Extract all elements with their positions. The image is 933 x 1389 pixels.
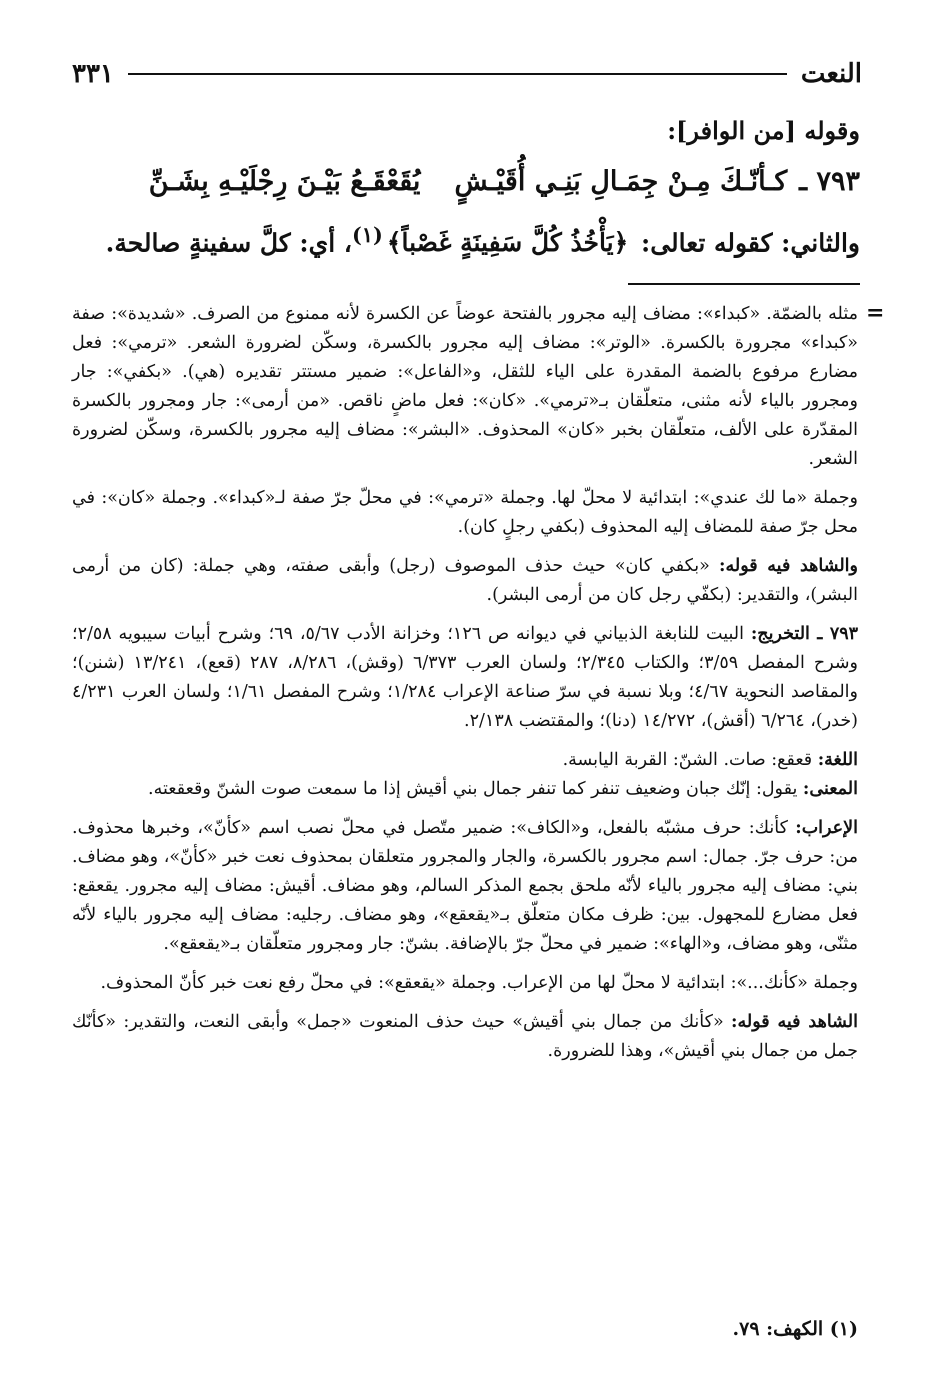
- verse-hemistich-2: يُقَعْقَـعُ بَيْـنَ رِجْلَيْـهِ بِشَـنِّ: [148, 166, 421, 197]
- note-lead: المعنى:: [802, 779, 858, 799]
- note-body: «كأنك من جمال بني أقيش» حيث حذف المنعوت «جمل» وأبقى النعت، والتقدير: «كأنّك جمل من جمال بني أقيش»، وهذا للضرورة.: [72, 1012, 858, 1061]
- footnote: (١) الكهف: ٧٩.: [732, 1318, 858, 1340]
- note-paragraph: مثله بالضمّة. «كبداء»: مضاف إليه مجرور بالفتحة عوضاً عن الكسرة لأنه ممنوع من الصرف. «شديدة»: صفة «كبداء» مجرورة بالكسرة. «الوتر»: مضاف إليه مجرور بالكسرة، وسكّن لضرورة الشعر. «ترمي»: فعل مضارع مرفوع بالضمة المقدرة على الياء للثقل، و«الفاعل»: ضمير مستتر تقديره (هي). «بكفي»: جار ومجرور بالياء لأنه مثنى، متعلّقان بـ«ترمي». «كان»: فعل ماضٍ ناقص. «من أرمى»: جار ومجرور بالكسرة المقدّرة على الألف، متعلّقان بخبر «كان» المحذوف. «البشر»: مضاف إليه مجرور بالكسرة، وسكّن لضرورة الشعر.: [72, 304, 858, 469]
- note-paragraph: [72, 814, 858, 959]
- quran-quote: ﴿يَأْخُذُ كُلَّ سَفِينَةٍ غَصْباً﴾: [386, 228, 629, 258]
- header-rule: [128, 73, 787, 75]
- text-notes-divider: [628, 283, 860, 285]
- commentary-notes: [72, 300, 858, 1076]
- note-body: «بكفي كان» حيث حذف الموصوف (رجل) وأبقى صفته، وهي جملة: (كان من أرمى البشر)، والتقدير: (بكفّي رجل كان من أرمى البشر).: [72, 556, 858, 605]
- note-paragraph: [72, 746, 858, 775]
- chapter-title: النعت: [800, 59, 862, 89]
- poem-verse: [90, 166, 860, 197]
- verse-number: ٧٩٣ ـ: [799, 166, 860, 197]
- note-body: البيت للنابغة الذبياني في ديوانه ص ١٢٦؛ وخزانة الأدب ٥/٦٧، ٦٩؛ وشرح أبيات سيبويه ٢/٥٨؛ وشرح المفصل ٣/٥٩؛ والكتاب ٢/٣٤٥؛ ولسان العرب ٦/٣٧٣ (وقش)، ٨/٢٨٦، ٢٨٧ (قعع)، ١٣/٢٤١ (شنن)؛ والمقاصد النحوية ٤/٦٧؛ وبلا نسبة في سرّ صناعة الإعراب ١/٢٨٤؛ وشرح المفصل ١/٦١؛ ولسان العرب ٤/٢٣١ (خدر)، ٦/٢٦٤ (أقش)، ١٤/٢٧٢ (دنا)؛ والمقتضب ٢/١٣٨.: [72, 624, 858, 731]
- note-paragraph: [72, 775, 858, 804]
- second-example-gloss: ، أي: كلَّ سفينةٍ صالحة.: [105, 228, 352, 258]
- second-example-lead: والثاني: كقوله تعالى:: [640, 228, 860, 258]
- note-lead: الشاهد فيه قوله:: [731, 1012, 858, 1032]
- note-paragraph: [72, 620, 858, 736]
- verse-hemistich-1: كـأنّـكَ مِـنْ جِمَـالِ بَنِـي أُقَيْـشٍ: [454, 166, 788, 197]
- running-header: [72, 56, 862, 92]
- note-paragraph: [72, 552, 858, 610]
- verse-intro: وقوله [من الوافر]:: [667, 116, 860, 145]
- note-lead: الإعراب:: [795, 818, 858, 838]
- note-paragraph: [72, 1008, 858, 1066]
- note-paragraph: وجملة «كأنك...»: ابتدائية لا محلّ لها من الإعراب. وجملة «يقعقع»: في محلّ رفع نعت خبر كأنّ المحذوف.: [100, 973, 858, 993]
- page-number: ٣٣١: [72, 59, 114, 89]
- note-body: كأنك: حرف مشبّه بالفعل، و«الكاف»: ضمير متّصل في محلّ نصب اسم «كأنّ»، وخبرها محذوف. من: حرف جرّ. جمال: اسم مجرور بالكسرة، والجار والمجرور متعلقان بمحذوف نعت خبر «كأنّ»، وهو مضاف. بني: مضاف إليه مجرور بالياء لأنّه ملحق بجمع المذكر السالم، وهو مضاف. أقيش: مضاف إليه مجرور. يقعقع: فعل مضارع للمجهول. بين: ظرف مكان متعلّق بـ«يقعقع»، وهو مضاف. رجليه: مضاف إليه مجرور بالياء لأنّه مثنّى، وهو مضاف، و«الهاء»: ضمير في محلّ جرّ بالإضافة. بشنّ: جار ومجرور متعلّقان بـ«يقعقع».: [72, 818, 858, 954]
- footnote-ref: (١): [351, 222, 383, 247]
- second-example-line: [90, 222, 860, 257]
- note-lead: ٧٩٣ ـ التخريج:: [750, 624, 859, 644]
- note-paragraph: وجملة «ما لك عندي»: ابتدائية لا محلّ لها. وجملة «ترمي»: في محلّ جرّ صفة لـ«كبداء». وجملة «كان»: في محل جرّ صفة للمضاف إليه المحذوف (بكفي رجلٍ كان).: [72, 488, 858, 537]
- note-body: قعقع: صات. الشنّ: القربة اليابسة.: [562, 750, 813, 770]
- note-lead: اللغة:: [817, 750, 858, 770]
- note-lead: والشاهد فيه قوله:: [719, 556, 858, 576]
- continuation-mark: =: [866, 300, 885, 326]
- note-body: يقول: إنّك جبان وضعيف تنفر كما تنفر جمال بني أقيش إذا ما سمعت صوت الشنّ وقعقعته.: [148, 779, 798, 799]
